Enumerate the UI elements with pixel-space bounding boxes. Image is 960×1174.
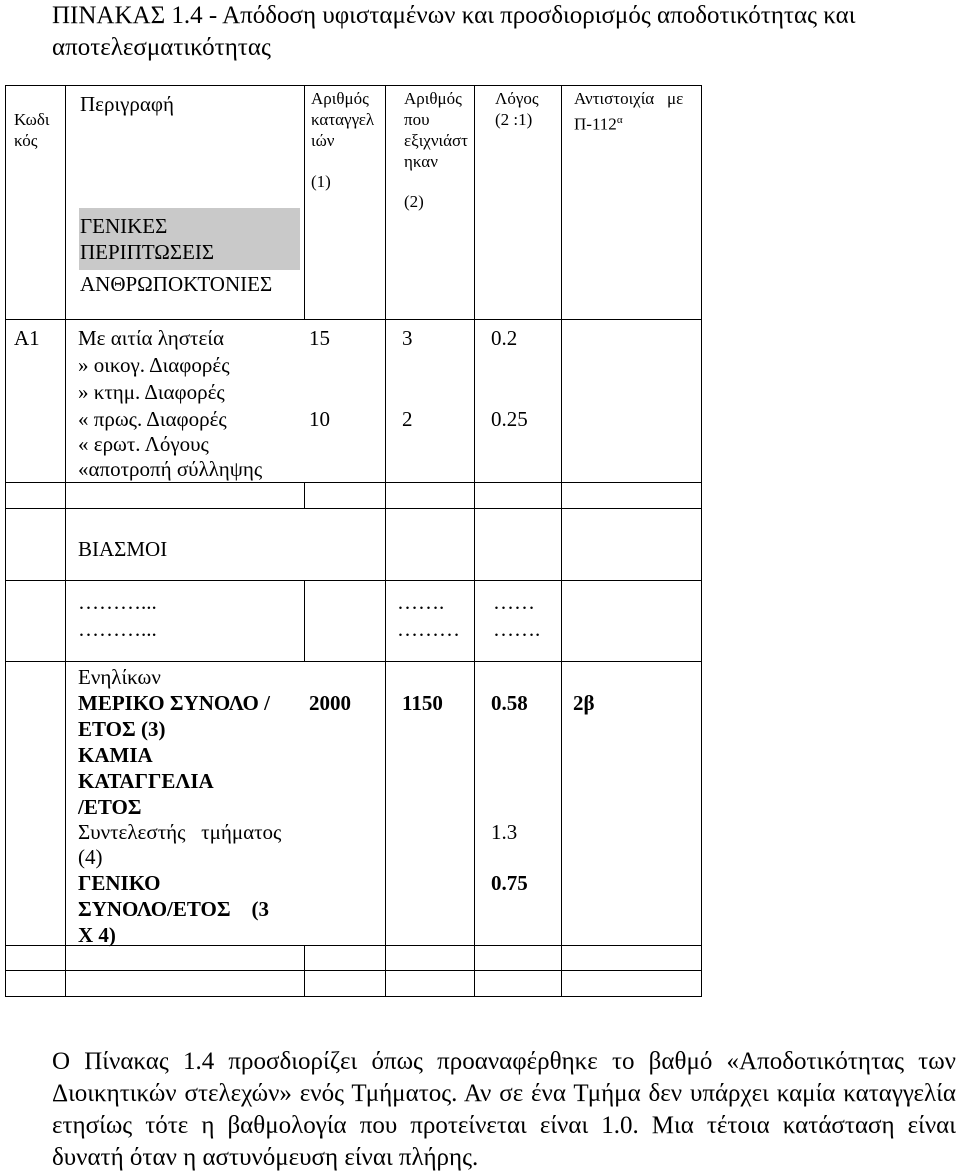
header-col1-line1: Αριθμός <box>311 89 369 108</box>
partial-total-solved: 1150 <box>402 691 443 715</box>
dept-coefficient-line2: (4) <box>78 845 103 869</box>
header-col2-line3: εξιχνιάστ <box>404 131 468 150</box>
no-report-line3: /ΕΤΟΣ <box>78 795 142 819</box>
row-arrest-desc: «αποτροπή σύλληψης <box>78 457 263 481</box>
header-col3-line1: Λόγος <box>495 89 539 108</box>
row-robbery-reports: 15 <box>309 326 330 350</box>
header-col3-line2: (2 :1) <box>495 110 533 129</box>
header-homicides: ΑΝΘΡΩΠΟΚΤΟΝΙΕΣ <box>80 272 273 296</box>
row-personal-ratio: 0.25 <box>491 407 528 431</box>
header-description: Περιγραφή <box>80 92 174 116</box>
dept-coefficient-line1: Συντελεστής τμήματος <box>78 820 282 844</box>
header-col2-line1: Αριθμός <box>404 89 462 108</box>
header-col1-line4: (1) <box>311 172 331 191</box>
code-a1: Α1 <box>14 326 40 350</box>
grand-total-ratio: 0.75 <box>491 871 528 895</box>
dots-row1-desc: ………... <box>78 590 157 614</box>
row-robbery-desc: Με αιτία ληστεία <box>78 326 224 350</box>
partial-total-p112: 2β <box>573 691 595 715</box>
table-title-line1: ΠΙΝΑΚΑΣ 1.4 - Απόδοση υφισταμένων και προσδιορισμός αποδοτικότητας και <box>52 2 856 29</box>
header-code-line2: κός <box>14 131 38 150</box>
header-col2-line2: που <box>404 110 430 129</box>
grand-total-line3: Χ 4) <box>78 923 116 947</box>
header-col4-line2 <box>574 110 623 135</box>
row-adults-desc: Ενηλίκων <box>78 665 161 689</box>
header-col1-line2: καταγγελ <box>311 110 375 129</box>
partial-total-ratio: 0.58 <box>491 691 528 715</box>
partial-total-line1: ΜΕΡΙΚΟ ΣΥΝΟΛΟ / <box>78 691 270 715</box>
header-col2-line4: ηκαν <box>404 152 438 171</box>
table-title-line2: αποτελεσματικότητας <box>52 34 271 61</box>
partial-total-reports: 2000 <box>309 691 351 715</box>
grand-total-line2: ΣΥΝΟΛΟ/ΕΤΟΣ (3 <box>78 897 270 921</box>
header-col1-line3: ιών <box>311 131 335 150</box>
partial-total-line2: ΕΤΟΣ (3) <box>78 717 166 741</box>
header-col4-code: Π-112 <box>574 114 617 134</box>
row-personal-desc: « πρως. Διαφορές <box>78 407 227 431</box>
row-love-desc: « ερωτ. Λόγους <box>78 432 209 456</box>
row-personal-reports: 10 <box>309 407 330 431</box>
dots-row1-ratio: …… <box>493 590 535 614</box>
header-general: ΓΕΝΙΚΕΣ <box>80 214 168 238</box>
dots-row1-solved: ……. <box>397 590 445 614</box>
dots-row2-ratio: ……. <box>493 617 541 641</box>
dots-row2-desc: ………... <box>78 617 157 641</box>
header-col4-superscript: α <box>616 114 623 126</box>
section-rapes: ΒΙΑΣΜΟΙ <box>78 537 168 561</box>
dept-coefficient-value: 1.3 <box>491 820 518 844</box>
no-report-line1: ΚΑΜΙΑ <box>78 743 153 767</box>
header-cases: ΠΕΡΙΠΤΩΣΕΙΣ <box>80 240 215 264</box>
row-family-desc: » οικογ. Διαφορές <box>78 353 230 377</box>
row-robbery-ratio: 0.2 <box>491 326 518 350</box>
row-robbery-solved: 3 <box>402 326 413 350</box>
dots-row2-solved: ……… <box>397 617 460 641</box>
header-code-line1: Κωδι <box>14 110 50 129</box>
body-paragraph: Ο Πίνακας 1.4 προσδιορίζει όπως προαναφέρθηκε το βαθμό «Αποδοτικότητας των Διοικητικών στελεχών» ενός Τμήματος. Αν σε ένα Τμήμα δεν υπάρχει καμία καταγγελία ετησίως τότε η βαθμολογία που προτείνεται είναι 1.0. Μια τέτοια κατάσταση είναι δυνατή όταν η αστυνόμευση είναι πλήρης. <box>52 1048 956 1171</box>
row-property-desc: » κτημ. Διαφορές <box>78 380 225 404</box>
grand-total-line1: ΓΕΝΙΚΟ <box>78 871 161 895</box>
row-personal-solved: 2 <box>402 407 413 431</box>
header-col4-line1: Αντιστοιχία με <box>574 89 684 108</box>
no-report-line2: ΚΑΤΑΓΓΕΛΙΑ <box>78 769 214 793</box>
header-col2-line5: (2) <box>404 192 424 211</box>
